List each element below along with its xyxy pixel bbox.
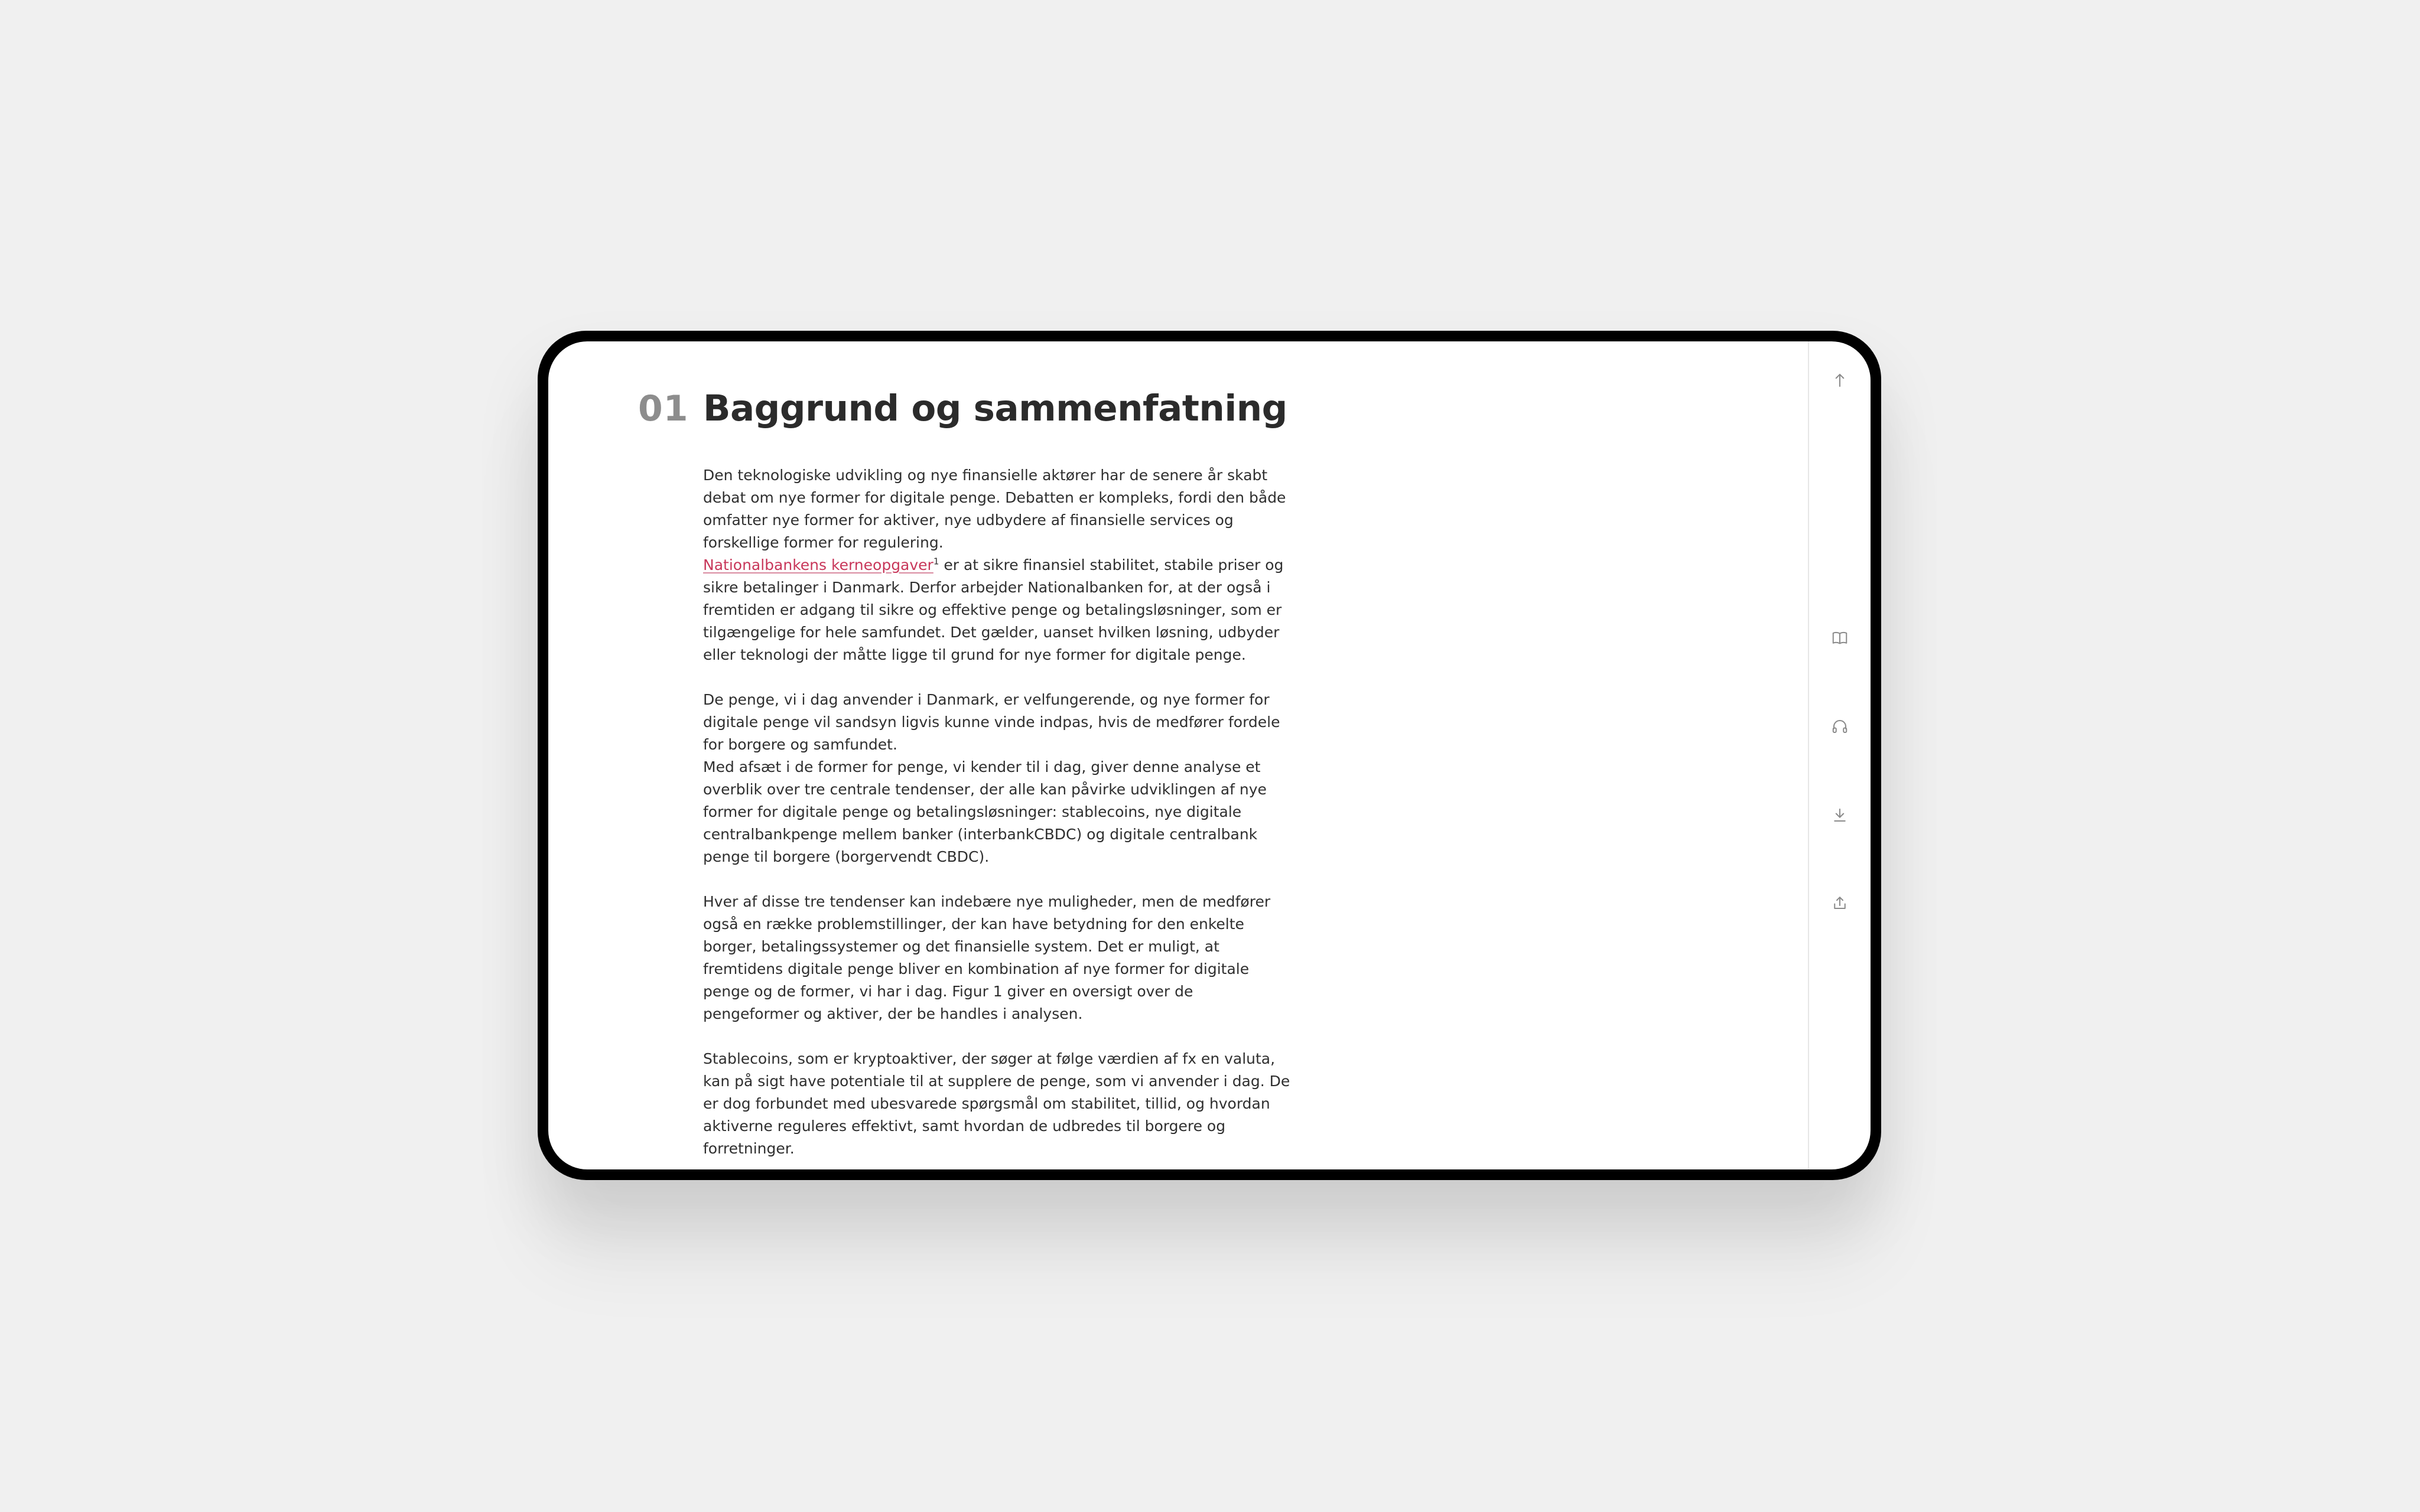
text-line: forskellige former for regulering.: [703, 534, 944, 551]
tablet-frame: [538, 331, 1881, 1180]
text-line: penge og de former, vi har i dag. Figur 1 giver en oversigt over de: [703, 983, 1193, 1000]
article-content: [548, 341, 1809, 1169]
text-line: forretninger.: [703, 1140, 795, 1157]
text-line: omfatter nye former for aktiver, nye udbydere af finansielle services og: [703, 511, 1234, 529]
chapter-title: Baggrund og sammenfatning: [703, 387, 1287, 429]
share-button[interactable]: [1829, 892, 1850, 913]
text-line: Den teknologiske udvikling og nye finansielle aktører har de senere år skabt: [703, 467, 1268, 484]
text-line-with-link: [703, 554, 1318, 576]
text-line: er dog forbundet med ubesvarede spørgsmål om stabilitet, tillid, og hvordan: [703, 1095, 1270, 1112]
tool-sidebar: [1808, 341, 1871, 1169]
paragraph: [703, 891, 1318, 1025]
text-line: fremtiden er adgang til sikre og effektive penge og betalingsløsninger, som er: [703, 601, 1282, 618]
book-icon: [1831, 629, 1849, 647]
text-line: sikre betalinger i Danmark. Derfor arbejder Nationalbanken for, at der også i: [703, 579, 1271, 596]
text-line: fremtidens digitale penge bliver en kombination af nye former for digitale: [703, 960, 1250, 977]
footnote-reference[interactable]: 1: [933, 556, 939, 567]
text-line: De penge, vi i dag anvender i Danmark, er velfungerende, og nye former for: [703, 691, 1270, 708]
chapter-number: 01: [638, 388, 689, 429]
text-line: overblik over tre centrale tendenser, der alle kan påvirke udviklingen af nye: [703, 781, 1267, 798]
text-line: debat om nye former for digitale penge. Debatten er kompleks, fordi den både: [703, 489, 1286, 506]
text-line: eller teknologi der måtte ligge til grund for nye former for digitale penge.: [703, 646, 1246, 663]
text-line: aktiverne reguleres effektivt, samt hvordan de udbredes til borgere og: [703, 1117, 1226, 1135]
chapter-header: [638, 387, 1287, 429]
kerneopgaver-link[interactable]: Nationalbankens kerneopgaver: [703, 556, 933, 573]
text-line: for borgere og samfundet.: [703, 736, 897, 753]
paragraph: [703, 689, 1318, 868]
download-button[interactable]: [1829, 804, 1850, 826]
text-line: tilgængelige for hele samfundet. Det gælder, uanset hvilken løsning, udbyder: [703, 624, 1280, 641]
text-line: digitale penge vil sandsyn ligvis kunne vinde indpas, hvis de medfører fordele: [703, 713, 1280, 731]
article-body: [703, 464, 1318, 1169]
arrow-up-icon: [1831, 372, 1849, 389]
scroll-to-top-button[interactable]: [1829, 370, 1850, 391]
text-line: former for digitale penge og betalingsløsninger: stablecoins, nye digitale: [703, 803, 1242, 820]
text-line: Stablecoins, som er kryptoaktiver, der søger at følge værdien af fx en valuta,: [703, 1050, 1276, 1067]
text-line: også en række problemstillinger, der kan have betydning for den enkelte: [703, 915, 1244, 933]
share-icon: [1831, 894, 1849, 911]
paragraph: [703, 464, 1318, 666]
tablet-screen: [548, 341, 1871, 1169]
text-fragment: er at sikre finansiel stabilitet, stabile priser og: [939, 556, 1284, 573]
text-line: kan på sigt have potentiale til at supplere de penge, som vi anvender i dag. De: [703, 1073, 1290, 1090]
text-line: penge til borgere (borgervendt CBDC).: [703, 848, 990, 865]
text-line: Med afsæt i de former for penge, vi kender til i dag, giver denne analyse et: [703, 758, 1261, 775]
listen-button[interactable]: [1829, 716, 1850, 737]
text-line: pengeformer og aktiver, der be handles i analysen.: [703, 1005, 1083, 1022]
paragraph: [703, 1048, 1318, 1160]
text-line: Hver af disse tre tendenser kan indebære nye muligheder, men de medfører: [703, 893, 1271, 910]
text-line: centralbankpenge mellem banker (interbankCBDC) og digitale centralbank: [703, 826, 1258, 843]
text-line: borger, betalingssystemer og det finansielle system. Det er muligt, at: [703, 938, 1219, 955]
headphones-icon: [1831, 718, 1849, 735]
download-icon: [1831, 806, 1849, 824]
read-button[interactable]: [1829, 627, 1850, 649]
